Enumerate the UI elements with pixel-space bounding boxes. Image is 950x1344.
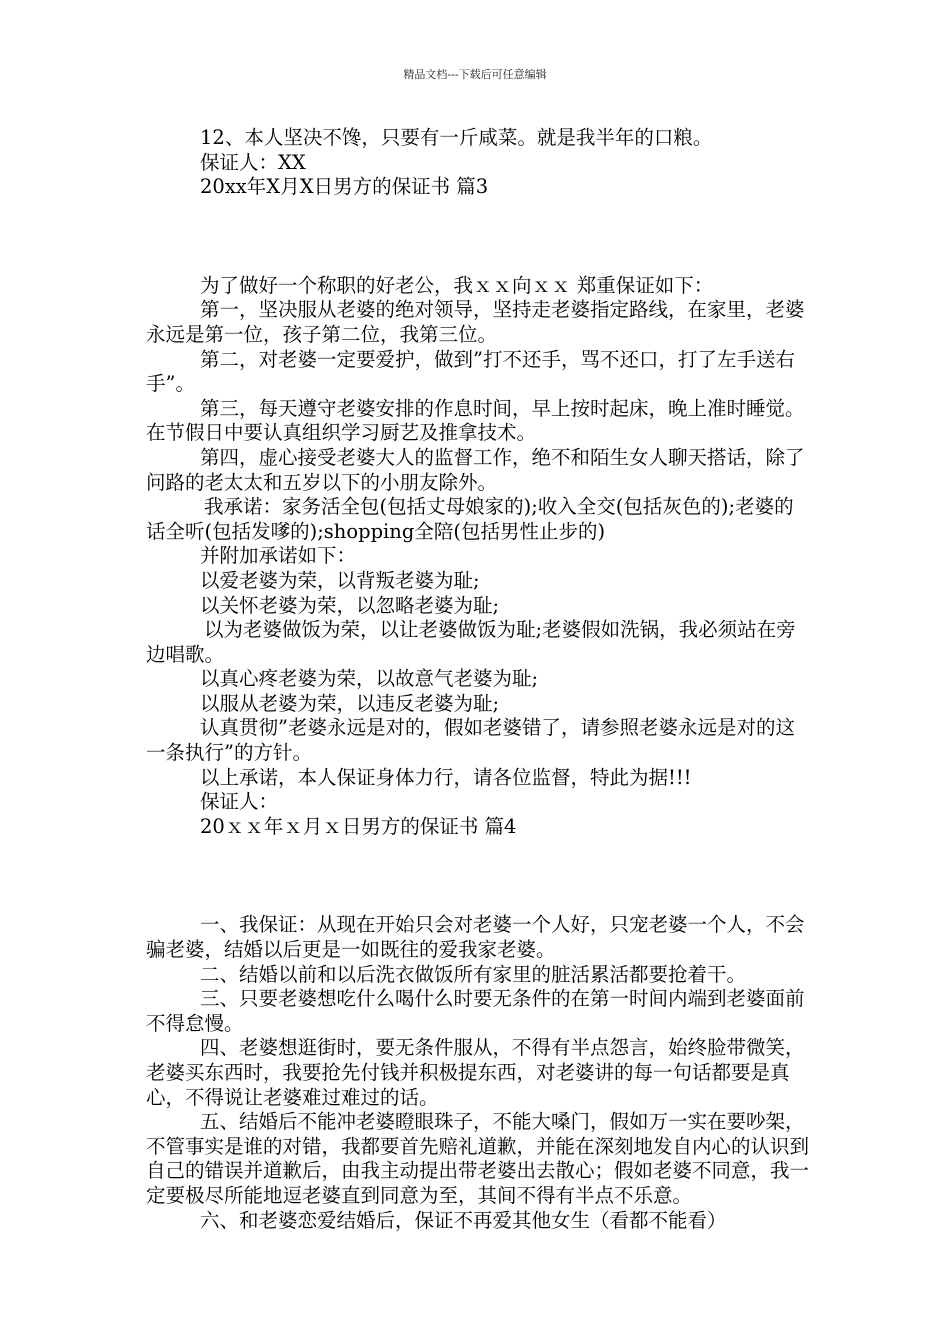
document-body — [146, 126, 812, 1233]
paragraph: 三、只要老婆想吃什么喝什么时要无条件的在第一时间内端到老婆面前不得怠慢。 — [146, 987, 805, 1035]
paragraph: 第三，每天遵守老婆安排的作息时间，早上按时起床，晚上准时睡觉。在节假日中要认真组织学习厨艺及推拿技术。 — [146, 396, 805, 445]
paragraph: 12、本人坚决不馋，只要有一斤咸菜。就是我半年的口粮。 — [200, 126, 713, 149]
section-gap — [146, 200, 812, 274]
paragraph: 保证人：XX — [200, 150, 306, 174]
paragraph: 第一，坚决服从老婆的绝对领导，坚持走老婆指定路线，在家里，老婆永远是第一位，孩子第二位，我第三位。 — [146, 298, 805, 346]
paragraph: 我承诺：家务活全包(包括丈母娘家的);收入全交(包括灰色的);老婆的话全听(包括发嗲的);shopping全陪(包括男性止步的) — [146, 495, 794, 543]
paragraph: 一、我保证：从现在开始只会对老婆一个人好，只宠老婆一个人，不会骗老婆，结婚以后更是一如既往的爱我家老婆。 — [146, 913, 805, 962]
paragraph: 以上承诺，本人保证身体力行，请各位监督，特此为据!!! — [200, 765, 692, 789]
paragraph: 20ｘｘ年ｘ月ｘ日男方的保证书 篇4 — [200, 814, 517, 838]
paragraph: 以真心疼老婆为荣，以故意气老婆为耻; — [200, 667, 539, 691]
paragraph: 以为老婆做饭为荣，以让老婆做饭为耻;老婆假如洗锅，我必须站在旁边唱歌。 — [146, 618, 796, 666]
page-header: 精品文档---下载后可任意编辑 — [403, 68, 547, 81]
paragraph: 以关怀老婆为荣，以忽略老婆为耻; — [200, 593, 500, 617]
paragraph: 并附加承诺如下： — [200, 544, 357, 568]
paragraph: 二、结婚以前和以后洗衣做饭所有家里的脏活累活都要抢着干。 — [200, 962, 747, 986]
paragraph: 以爱老婆为荣，以背叛老婆为耻; — [200, 568, 480, 592]
paragraph: 六、和老婆恋爱结婚后，保证不再爱其他女生（看都不能看） — [200, 1208, 727, 1232]
paragraph: 认真贯彻”老婆永远是对的，假如老婆错了，请参照老婆永远是对的这一条执行”的方针。 — [146, 716, 795, 765]
paragraph: 以服从老婆为荣，以违反老婆为耻; — [200, 691, 500, 715]
paragraph: 为了做好一个称职的好老公，我ｘｘ向ｘｘ 郑重保证如下： — [200, 273, 714, 297]
paragraph: 保证人： — [200, 790, 279, 814]
paragraph: 五、结婚后不能冲老婆瞪眼珠子，不能大嗓门，假如万一实在要吵架，不管事实是谁的对错，我都要首先赔礼道歉，并能在深刻地发自内心的认识到自己的错误并道歉后，由我主动提出带老婆出去散心；假如老婆不同意，我一定要极尽所能地逗老婆直到同意为至，其间不得有半点不乐意。 — [146, 1110, 810, 1207]
section-gap — [146, 839, 812, 913]
paragraph: 四、老婆想逛街时，要无条件服从，不得有半点怨言，始终脸带微笑，老婆买东西时，我要抢先付钱并积极提东西，对老婆讲的每一句话都要是真心，不得说让老婆难过难过的话。 — [146, 1036, 805, 1109]
paragraph: 第四，虚心接受老婆大人的监督工作，绝不和陌生女人聊天搭话，除了问路的老太太和五岁以下的小朋友除外。 — [146, 445, 805, 494]
paragraph: 20xx年X月X日男方的保证书 篇3 — [200, 175, 489, 199]
paragraph: 第二，对老婆一定要爱护，做到”打不还手，骂不还口，打了左手送右手”。 — [146, 347, 795, 396]
